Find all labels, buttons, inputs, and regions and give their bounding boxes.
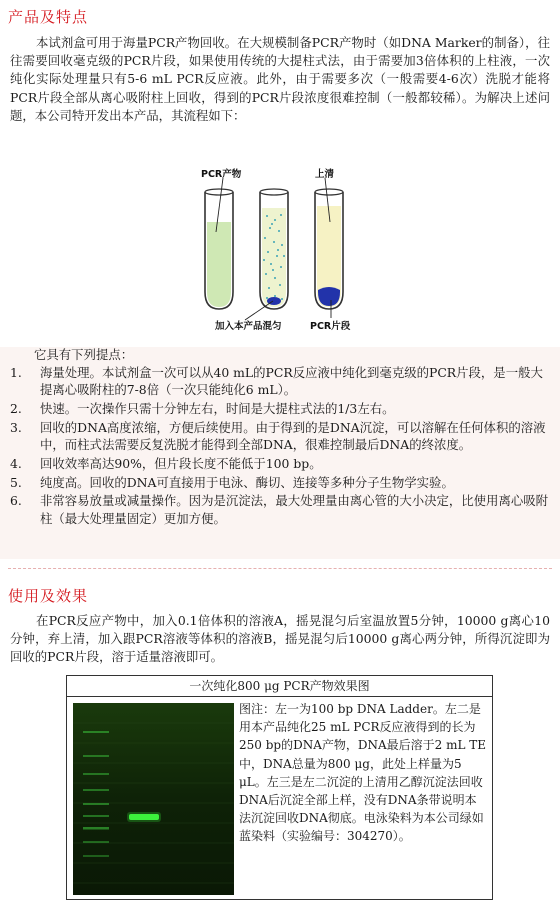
feature-text: 回收效率高达90%，但片段长度不能低于100 bp。 [40,455,322,471]
result-figure-caption: 图注：左一为100 bp DNA Ladder。左二是用本产品纯化25 mL PCR反应液得到的长为250 bp的DNA产物，DNA最后溶于2 mL TE中，DNA总量为800 μg，此处上样量为5 μL。左三是左二沉淀的上清用乙醇沉淀法回收DNA后沉淀全部上样，没有DNA条带说明本法沉淀回收DNA彻底。电泳染料为本公司绿如蓝染料（实验编号：304270）。 [239,702,487,844]
feature-item [10,455,550,472]
feature-text: 回收的DNA高度浓缩，方便后续使用。由于得到的是DNA沉淀，可以溶解在任何体积的溶液中，而柱式法需要反复洗脱才能得到全部DNA，很难控制最后DNA的终浓度。 [40,419,546,453]
label-pcr-product: PCR产物 [201,169,242,180]
feature-number: 5. [10,474,22,490]
feature-text: 纯度高。回收的DNA可直接用于电泳、酶切、连接等多种分子生物学实验。 [40,474,454,490]
gel-image [73,703,234,895]
tube-supernatant [315,178,343,318]
process-diagram [185,160,385,335]
label-mix: 加入本产品混匀 [215,321,282,332]
gel-electrophoresis [73,703,234,895]
tube-mixed [245,189,288,320]
feature-item [10,419,550,454]
feature-number: 6. [10,493,22,509]
usage-paragraph: 在PCR反应产物中，加入0.1倍体积的溶液A，摇晃混匀后室温放置5分钟，10000 g离心10分钟，弃上清，加入跟PCR溶液等体积的溶液B，摇晃混匀后10000 g离心两分钟，所得沉淀即为回收的PCR片段，溶于适量溶液即可。 [10,613,550,665]
feature-number: 4. [10,455,22,471]
feature-item [10,492,550,527]
intro-paragraph: 本试剂盒可用于海量PCR产物回收。在大规模制备PCR产物时（如DNA Marker的制备），往往需要回收毫克级的PCR片段，如果使用传统的大提柱式法，由于需要加3倍体积的上柱液，一次纯化实际处理量只有5-6 mL PCR反应液。此外，由于需要多次（一般需要4-6次）洗脱才能将PCR片段全部从离心吸附柱上回收，得到的PCR片段浓度很难控制（一般都较稀）。为解决上述问题，本公司特开发出本产品，其流程如下： [10,35,550,123]
label-supernatant: 上清 [315,169,335,180]
features-section-title: 产品及特点 [8,8,89,26]
section-divider [8,568,552,569]
usage-section-title: 使用及效果 [8,587,89,605]
features-intro: 它具有下列提点： [34,347,134,362]
tube-pcr-product [205,178,233,309]
feature-number: 3. [10,419,22,435]
feature-text: 非常容易放量或减量操作。因为是沉淀法，最大处理量由离心管的大小决定，比使用离心吸附柱（最大处理量固定）更加方便。 [40,493,549,526]
feature-number: 1. [10,365,22,380]
feature-text: 海量处理。本试剂盒一次可以从40 mL的PCR反应液中纯化到毫克级的PCR片段，是一般大提离心吸附柱的7-8倍（一次只能纯化6 mL）。 [40,365,543,398]
feature-item [10,400,550,417]
result-figure-box [66,675,493,900]
feature-text: 快速。一次操作只需十分钟左右，时间是大提柱式法的1/3左右。 [40,401,395,417]
feature-number: 2. [10,401,22,417]
tubes-illustration [185,160,385,335]
feature-item [10,364,550,399]
result-figure-title: 一次纯化800 μg PCR产物效果图 [67,676,492,697]
feature-item [10,474,550,491]
features-list [10,364,550,528]
label-pcr-fragment: PCR片段 [310,321,351,332]
